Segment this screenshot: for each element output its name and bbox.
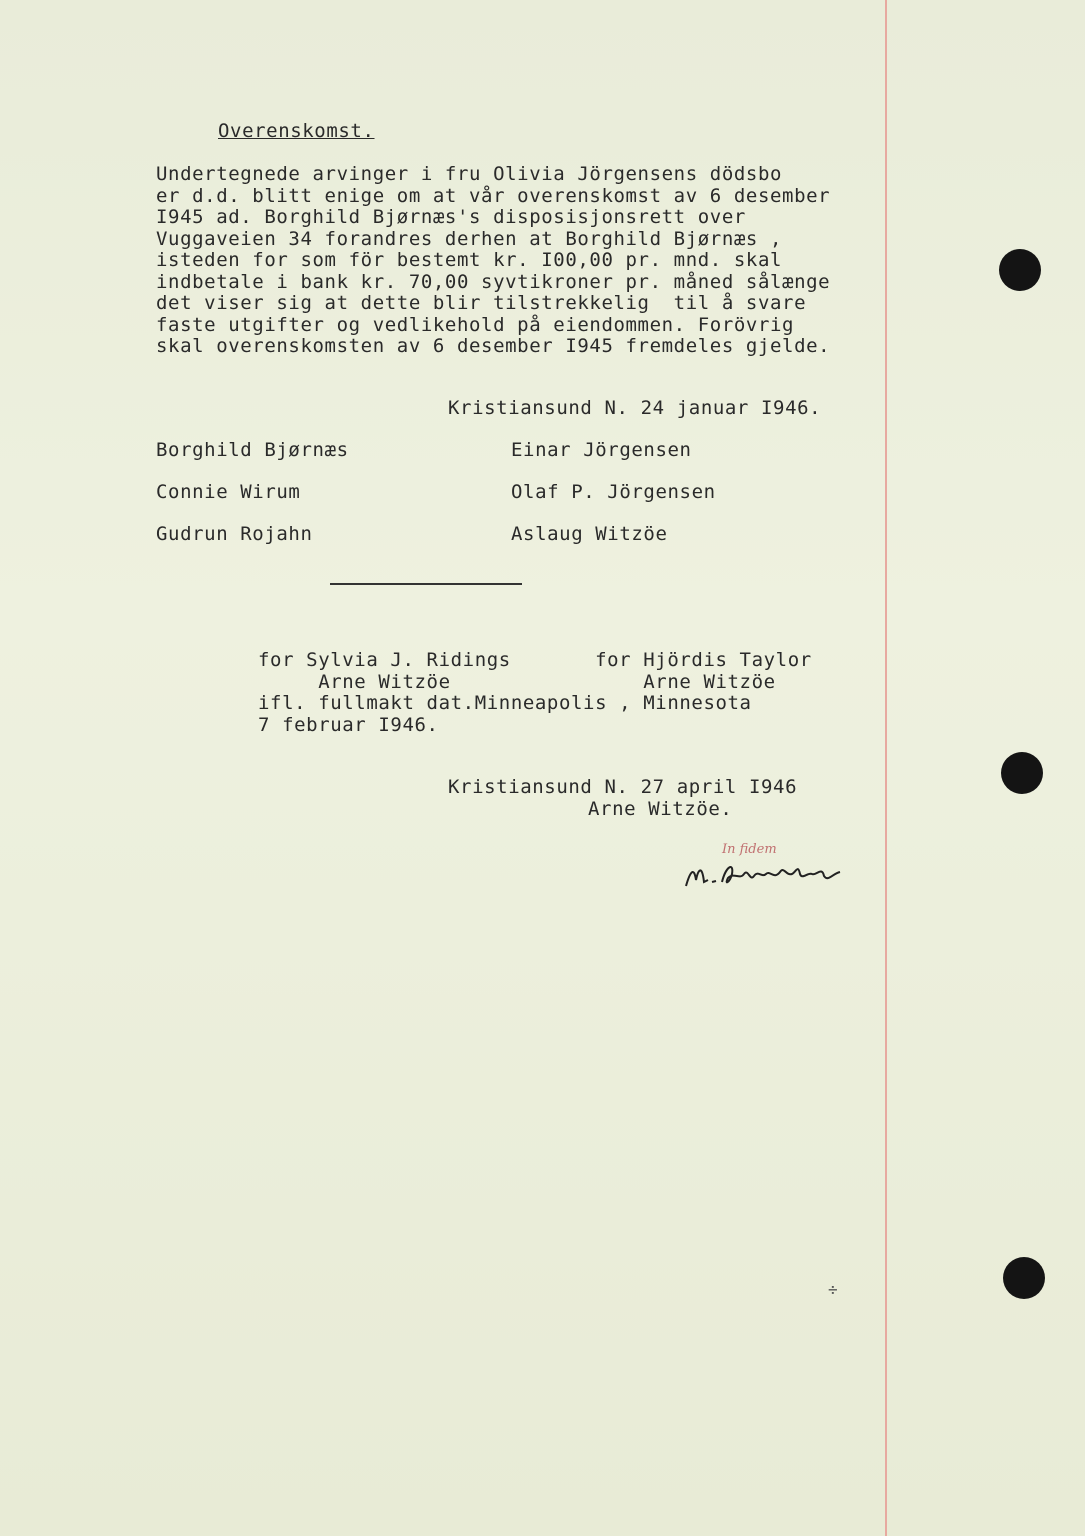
date-line: Kristiansund N. 27 april I946 [448,776,798,798]
body-line: Undertegnede arvinger i fru Olivia Jörgensens dödsbo [156,163,783,185]
handwritten-signature [682,852,847,897]
bottom-mark: ÷ [828,1280,838,1299]
stamp-text: In fidem [722,842,777,857]
body-line: I945 ad. Borghild Bjørnæs's disposisjonsrett over [156,206,746,228]
signature-name: Connie Wirum [156,481,301,503]
body-line: det viser sig at dette blir tilstrekkelig til å svare [156,292,807,314]
date-line: Kristiansund N. 24 januar I946. [448,397,822,419]
margin-line [885,0,887,1536]
proxy-line: ifl. fullmakt dat.Minneapolis , Minnesota [258,692,752,714]
proxy-line: Arne Witzöe Arne Witzöe [258,670,776,693]
proxy-line: 7 februar I946. [258,713,439,736]
body-line: isteden for som för bestemt kr. I00,00 pr. mnd. skal [156,249,783,271]
punch-hole [999,249,1041,291]
separator-rule [330,583,522,585]
body-line: indbetale i bank kr. 70,00 syvtikroner pr. måned sålænge [156,270,831,293]
punch-hole [1001,752,1043,794]
signature-name: Borghild Bjørnæs [156,439,349,461]
body-line: faste utgifter og vedlikehold på eiendommen. Forövrig [156,313,795,336]
signature-name: Aslaug Witzöe [511,523,668,545]
proxy-line: for Sylvia J. Ridings for Hjördis Taylor [258,649,812,671]
signature-name: Einar Jörgensen [511,439,692,461]
body-line: skal overenskomsten av 6 desember I945 fremdeles gjelde. [156,335,831,357]
body-line: er d.d. blitt enige om at vår overenskomst av 6 desember [156,184,831,207]
signature-name: Gudrun Rojahn [156,523,313,545]
punch-hole [1003,1257,1045,1299]
document-title: Overenskomst. [218,120,375,142]
body-line: Vuggaveien 34 forandres derhen at Borghild Bjørnæs , [156,227,783,250]
date-signer: Arne Witzöe. [588,797,733,820]
signature-name: Olaf P. Jörgensen [511,481,716,503]
